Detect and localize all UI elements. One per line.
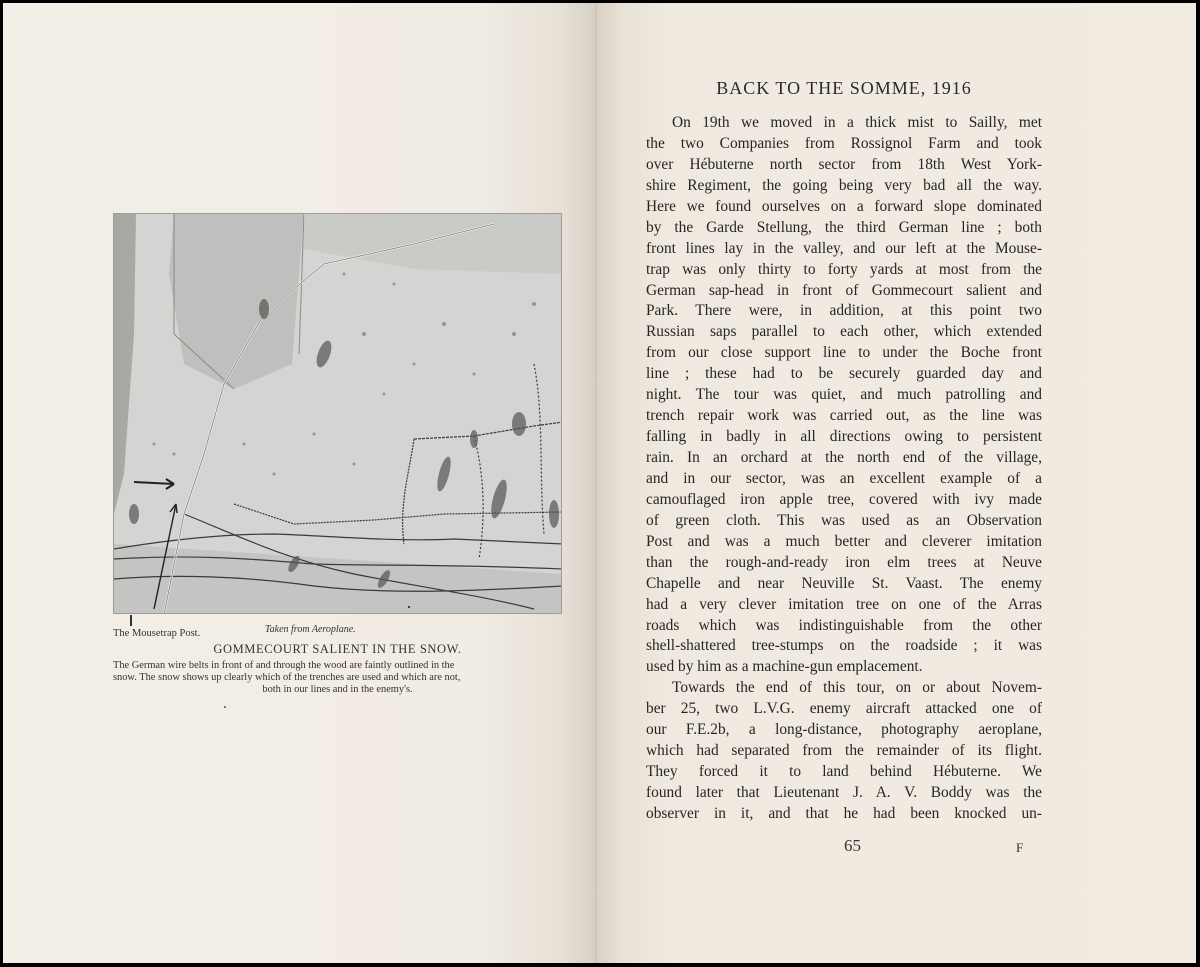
text-line: Russian saps parallel to each other, which extended [646,323,1042,341]
text-line: found later that Lieutenant J. A. V. Boddy was the [646,784,1042,801]
text-line: rain. In an orchard at the north end of the village, [646,449,1042,466]
aerial-photograph [113,213,562,614]
text-line: Towards the end of this tour, on or about Novem- [672,679,1042,697]
text-line: our F.E.2b, a long-distance, photography aeroplane, [646,721,1042,739]
text-line: front lines lay in the valley, and our left at the Mouse- [646,239,1042,257]
text-line: had a very clever imitation tree on one of the Arras [646,595,1042,613]
text-line: They forced it to land behind Hébuterne. We [646,763,1042,781]
text-line: Post and was a much better and cleverer imitation [646,532,1042,550]
text-line: which had separated from the remainder of its flight. [646,742,1042,760]
text-line: Park. There were, in addition, at this point two [646,302,1042,320]
text-line: over Hébuterne north sector from 18th West York- [646,155,1042,173]
mousetrap-post-marker [130,615,132,626]
figure-title: GOMMECOURT SALIENT IN THE SNOW. [213,642,462,656]
text-line: Chapelle and near Neuville St. Vaast. The enemy [646,574,1042,592]
text-line: from our close support line to under the Boche front [646,344,1042,362]
mousetrap-post-label: The Mousetrap Post. [113,628,201,639]
description-line-2: snow. The snow shows up clearly which of the trenches are used and which are not, [113,671,461,683]
body-text [646,113,1042,825]
text-line: of green cloth. This was used as an Observation [646,511,1042,529]
description-line-1: The German wire belts in front of and through the wood are faintly outlined in the [113,660,455,671]
text-line: observer in it, and that he had been knocked un- [646,804,1042,822]
text-line: shire Regiment, the going being very bad all the way. [646,176,1042,194]
text-line: On 19th we moved in a thick mist to Sailly, met [672,114,1042,131]
figure-description [113,660,562,695]
text-line: falling in badly in all directions owing to persistent [646,428,1042,446]
signature-mark: F [1016,840,1024,855]
text-line: by the Garde Stellung, the third German line ; both [646,218,1042,236]
text-line: German sap-head in front of Gommecourt salient and [646,281,1042,299]
text-line: ber 25, two L.V.G. enemy aircraft attacked one of [646,700,1042,718]
text-line: trap was only thirty to forty yards at most from the [646,260,1042,278]
ink-speck [224,706,226,708]
page-number: 65 [844,836,861,855]
text-line: camouflaged iron apple tree, covered with ivy made [646,490,1042,508]
text-line: than the rough-and-ready iron elm trees at Neuve [646,553,1042,571]
text-line: trench repair work was carried out, as the line was [646,407,1042,425]
text-line: used by him as a machine-gun emplacement. [646,658,923,676]
text-line: the two Companies from Rossignol Farm and took [646,134,1042,152]
left-page [3,3,597,963]
text-line: night. The tour was quiet, and much patrolling and [646,386,1042,404]
text-line: shell-shattered tree-stumps on the roadside ; it was [646,637,1042,655]
text-line: line ; these had to be securely guarded day and [646,365,1042,383]
text-line: Here we found ourselves on a forward slope dominated [646,197,1042,215]
photo-credit: Taken from Aeroplane. [265,624,356,635]
text-line: and in our sector, was an excellent example of a [646,469,1042,487]
description-line-3: both in our lines and in the enemy's. [262,683,413,695]
running-head: BACK TO THE SOMME, 1916 [716,78,972,98]
aerial-photo-illustration [114,214,562,614]
text-line: roads which was indistinguishable from the other [646,616,1042,634]
